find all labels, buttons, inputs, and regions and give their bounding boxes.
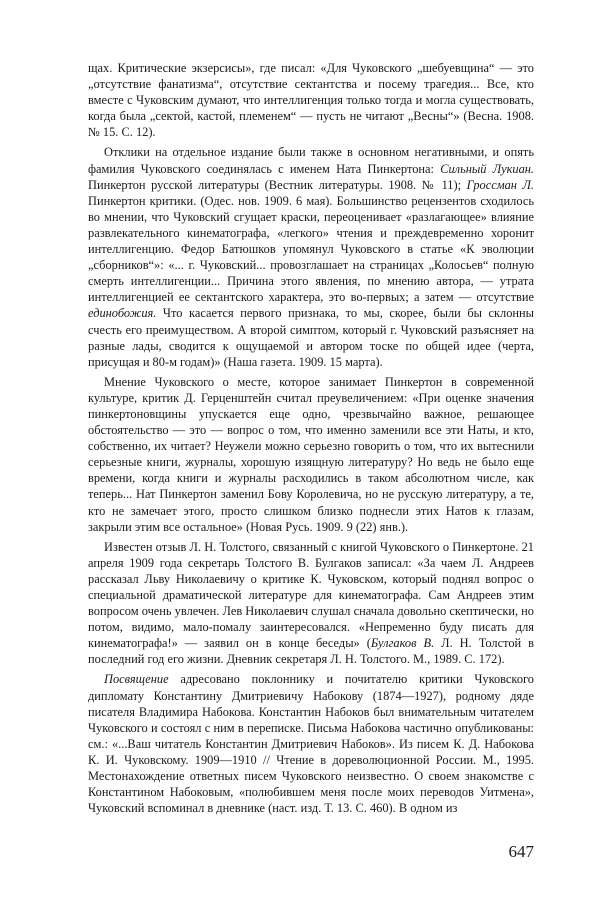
text-run: Пинкертон русской литературы (Вестник литературы. 1908. № 11);	[88, 177, 467, 192]
paragraph-2	[88, 144, 534, 369]
text-run: Пинкертон критики. (Одес. нов. 1909. 6 мая). Большинство рецензентов сходилось во мнении, что Чуковский сгущает краски, переоценивает «разлагающее» влияние развлекательного кинематографа, «легкого» чтения и преждевременно хоронит интеллигенцию. Федор Батюшков упомянул Чуковского в статье «К эволюции „сборников“»: «... г. Чуковский... провозглашает на страницах „Колосьев“ полную смерть интеллигенции... Причина этого явления, по мнению автора, — утрата интеллигенцией ее сектантского характера, это во-первых; а затем — отсутствие	[88, 193, 534, 305]
text-run: Отклики на отдельное издание были также в основном негативными, и опять фамилия Чуковского соединялась с именем Ната Пинкертона:	[88, 145, 534, 176]
text-run: щах. Критические экзерсисы», где писал: «Для Чуковского „шебуевщина“ — это „отсутствие фанатизма“, отсутствие сектантства и посему трагедия... Все, кто вместе с Чуковским думают, что интеллигенция только тогда и могла существовать, когда была „сектой, кастой, племенем“ — пусть не читают „Весны“» (Весна. 1908. № 15. С. 12).	[88, 61, 534, 140]
italic-run: Сильный Лукиан.	[440, 161, 535, 176]
text-run: Мнение Чуковского о месте, которое занимает Пинкертон в современной культуре, критик Д. Герценштейн считал преувеличением: «При оценке значения пинкертоновщины упускается еще одно, чрезвычайно важное, решающее обстоятельство — это — вопрос о том, что именно заменили все эти Наты, и кто, собственно, их читает? Неужели можно серьезно говорить о том, что их вытеснили серьезные книги, журналы, хорошую изящную литературу? Но ведь не было еще времени, когда книги и журналы расходились в таком абсолютном числе, как теперь... Нат Пинкертон заменил Бову Королевича, но не русскую литературу, а те, кто не замечает этого, просто слишком близко поднесли этих Натов к глазам, закрыли этим все остальное» (Новая Русь. 1909. 9 (22) янв.).	[88, 374, 534, 534]
page-body	[88, 60, 534, 820]
text-run: Л. Н. Толстой в последний год его жизни. Дневник секретаря Л. Н. Толстого. М., 1989. С. 172).	[88, 636, 534, 667]
italic-run: Булгаков В.	[370, 636, 435, 651]
italic-run: Посвящение	[104, 672, 169, 687]
italic-run: единобожия.	[88, 306, 157, 321]
text-run: адресовано поклоннику и почитателю критики Чуковского дипломату Константину Дмитриевичу Набокову (1874—1927), родному дяде писателя Владимира Набокова. Константин Набоков был внимательным читателем Чуковского и состоял с ним в переписке. Письма Набокова частично опубликованы: см.: «...Ваш читатель Константин Дмитриевич Набоков». Из писем К. Д. Набокова К. И. Чуковскому. 1909—1910 // Чтение в дореволюционной России. М., 1995. Местонахождение ответных писем Чуковского неизвестно. О своем знакомстве с Константином Набоковым, «полюбившем меня после моих переводов Уитмена», Чуковский вспоминал в дневнике (наст. изд. Т. 13. С. 460). В одном из	[88, 672, 534, 816]
text-run: Что касается первого признака, то мы, скорее, были бы склонны счесть его преимуществом. А второй симптом, который г. Чуковский разъясняет на разные лады, сводится к ощущаемой и автором тоске по общей идее (черта, присущая и 80-м годам)» (Наша газета. 1909. 15 марта).	[88, 306, 534, 369]
paragraph-4	[88, 539, 534, 668]
paragraph-1	[88, 60, 534, 140]
paragraph-3	[88, 374, 534, 535]
italic-run: Гроссман Л.	[466, 177, 534, 192]
paragraph-5	[88, 671, 534, 816]
text-run: Известен отзыв Л. Н. Толстого, связанный с книгой Чуковского о Пинкертоне. 21 апреля 1909 года секретарь Толстого В. Булгаков записал: «За чаем Л. Андреев рассказал Льву Николаевичу о критике К. Чуковском, который поднял вопрос о специальной драматической литературе для кинематографа. Сам Андреев этим вопросом очень увлечен. Лев Николаевич слушал сначала довольно скептически, но потом, видимо, мало-помалу заинтересовался. «Непременно буду писать для кинематографа!» — заявил он в конце беседы» (	[88, 539, 534, 651]
page-number: 647	[508, 842, 534, 861]
